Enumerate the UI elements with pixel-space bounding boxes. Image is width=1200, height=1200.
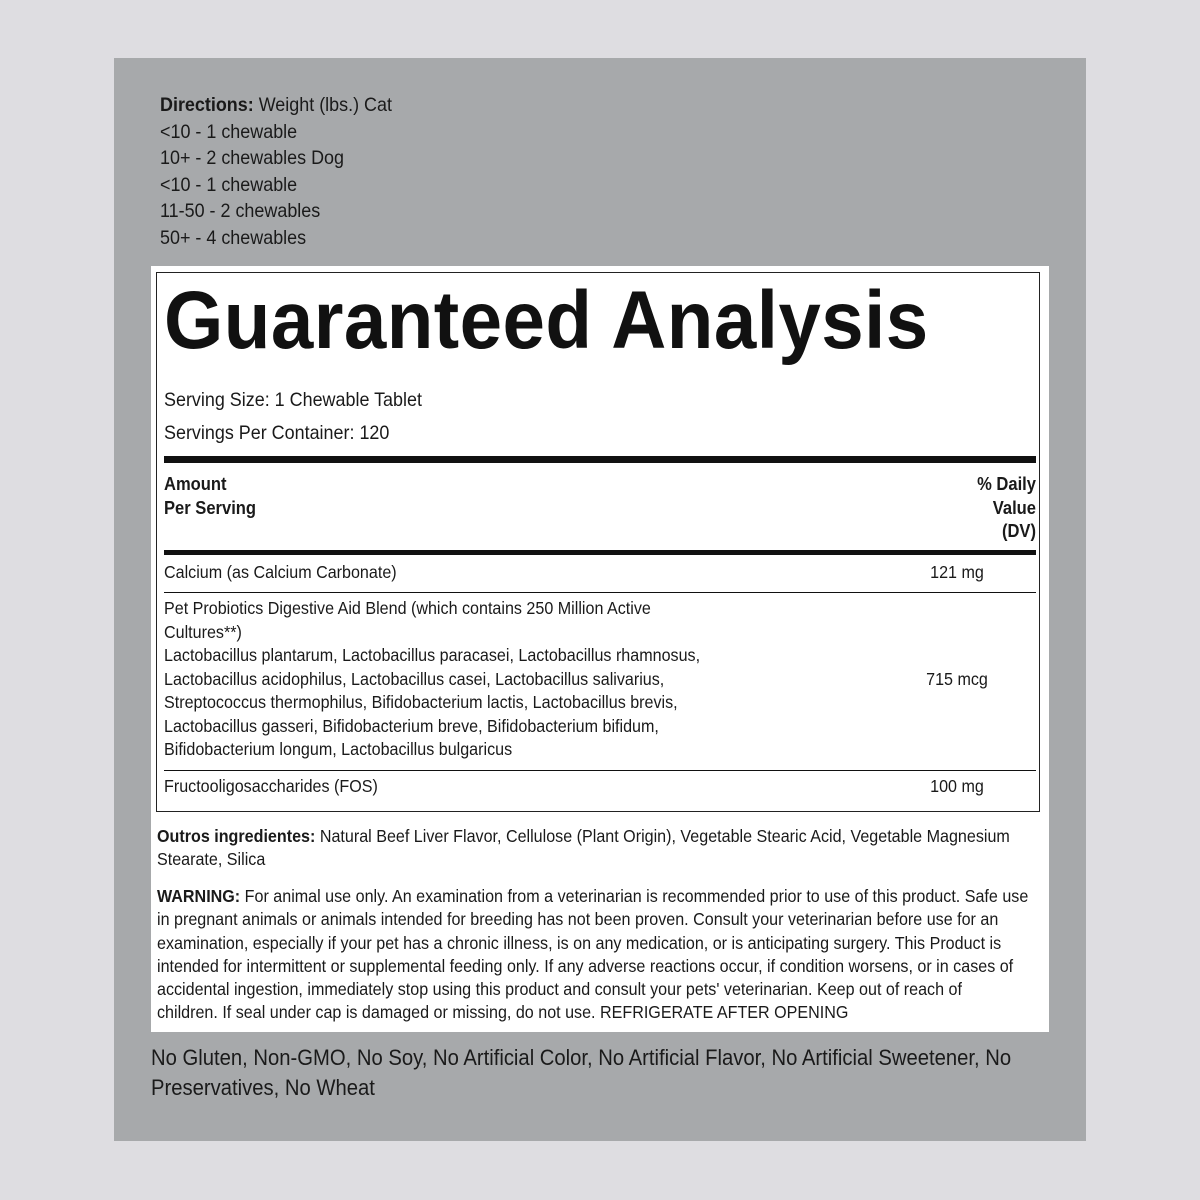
warning-text: intended for intermittent or supplemental feeding only. If any adverse reactions occur, if condition worsens, or in cases of (157, 955, 1014, 976)
row-divider (164, 770, 1036, 771)
row-divider (164, 592, 1036, 593)
directions-line-4: <10 - 1 chewable (160, 173, 298, 196)
directions-line-3: 10+ - 2 chewables Dog (160, 147, 344, 170)
blend-line: Pet Probiotics Digestive Aid Blend (which contains 250 Million Active (164, 598, 651, 618)
nutrient-value-probiotic-blend: 715 mcg (926, 669, 988, 689)
thick-rule-header (164, 550, 1036, 555)
thick-rule-top (164, 456, 1036, 463)
blend-line: Lactobacillus plantarum, Lactobacillus paracasei, Lactobacillus rhamnosus, (164, 645, 701, 665)
other-ingredients-text: Natural Beef Liver Flavor, Cellulose (Plant Origin), Vegetable Stearic Acid, Vegetable Magnesium (319, 826, 1010, 846)
directions-line-1 (160, 92, 392, 119)
claims-line: No Gluten, Non-GMO, No Soy, No Artificial Color, No Artificial Flavor, No Artificial Sweetener, No (151, 1045, 1012, 1070)
free-from-claims (151, 1043, 1011, 1103)
warning-block (157, 885, 1036, 1025)
nutrient-name: Calcium (as Calcium Carbonate) (164, 562, 397, 582)
blend-line: Bifidobacterium longum, Lactobacillus bulgaricus (164, 739, 513, 759)
nutrient-row-calcium (164, 561, 716, 585)
blend-line: Streptococcus thermophilus, Bifidobacterium lactis, Lactobacillus brevis, (164, 692, 678, 712)
other-ingredients-label: Outros ingredientes: (157, 826, 316, 846)
directions-line-6: 50+ - 4 chewables (160, 226, 307, 249)
nutrient-row-probiotic-blend (164, 597, 716, 762)
blend-line: Lactobacillus gasseri, Bifidobacterium breve, Bifidobacterium bifidum, (164, 715, 659, 736)
warning-text: For animal use only. An examination from a veterinarian is recommended prior to use of this product. Safe use (244, 886, 1029, 906)
directions-line-2: <10 - 1 chewable (160, 120, 298, 143)
warning-text: in pregnant animals or animals intended for breeding has not been proven. Consult your veterinarian before use for an (157, 909, 999, 930)
warning-text: accidental ingestion, immediately stop using this product and consult your pets' veterinarian. Keep out of reach of (157, 979, 962, 1000)
servings-per-container: Servings Per Container: 120 (164, 422, 390, 444)
serving-size: Serving Size: 1 Chewable Tablet (164, 389, 422, 411)
directions-label: Directions: (160, 94, 254, 116)
directions-line-5: 11-50 - 2 chewables (160, 200, 321, 223)
nutrient-value-calcium: 121 mg (930, 562, 984, 582)
nutrient-value-fos: 100 mg (930, 776, 984, 796)
daily-value-header: % Daily Value (DV) (977, 474, 1036, 541)
warning-text: children. If seal under cap is damaged or missing, do not use. REFRIGERATE AFTER OPENING (157, 1002, 849, 1023)
warning-text: examination, especially if your pet has a chronic illness, is on any medication, or is anticipating surgery. This Product is (157, 932, 1002, 953)
nutrient-row-fos (164, 775, 716, 799)
header-amount: Amount (164, 474, 227, 494)
claims-line: Preservatives, No Wheat (151, 1075, 375, 1100)
blend-line: Cultures**) (164, 621, 242, 642)
warning-label: WARNING: (157, 886, 241, 906)
other-ingredients-text: Stearate, Silica (157, 849, 266, 870)
nutrient-name: Fructooligosaccharides (FOS) (164, 776, 378, 796)
other-ingredients (157, 825, 1036, 872)
directions-text: Weight (lbs.) Cat (258, 94, 392, 116)
header-per-serving: Per Serving (164, 497, 257, 518)
amount-per-serving-header (164, 473, 256, 520)
guaranteed-analysis-title: Guaranteed Analysis (164, 275, 929, 366)
directions-block (160, 92, 392, 252)
blend-line: Lactobacillus acidophilus, Lactobacillus casei, Lactobacillus salivarius, (164, 668, 665, 689)
